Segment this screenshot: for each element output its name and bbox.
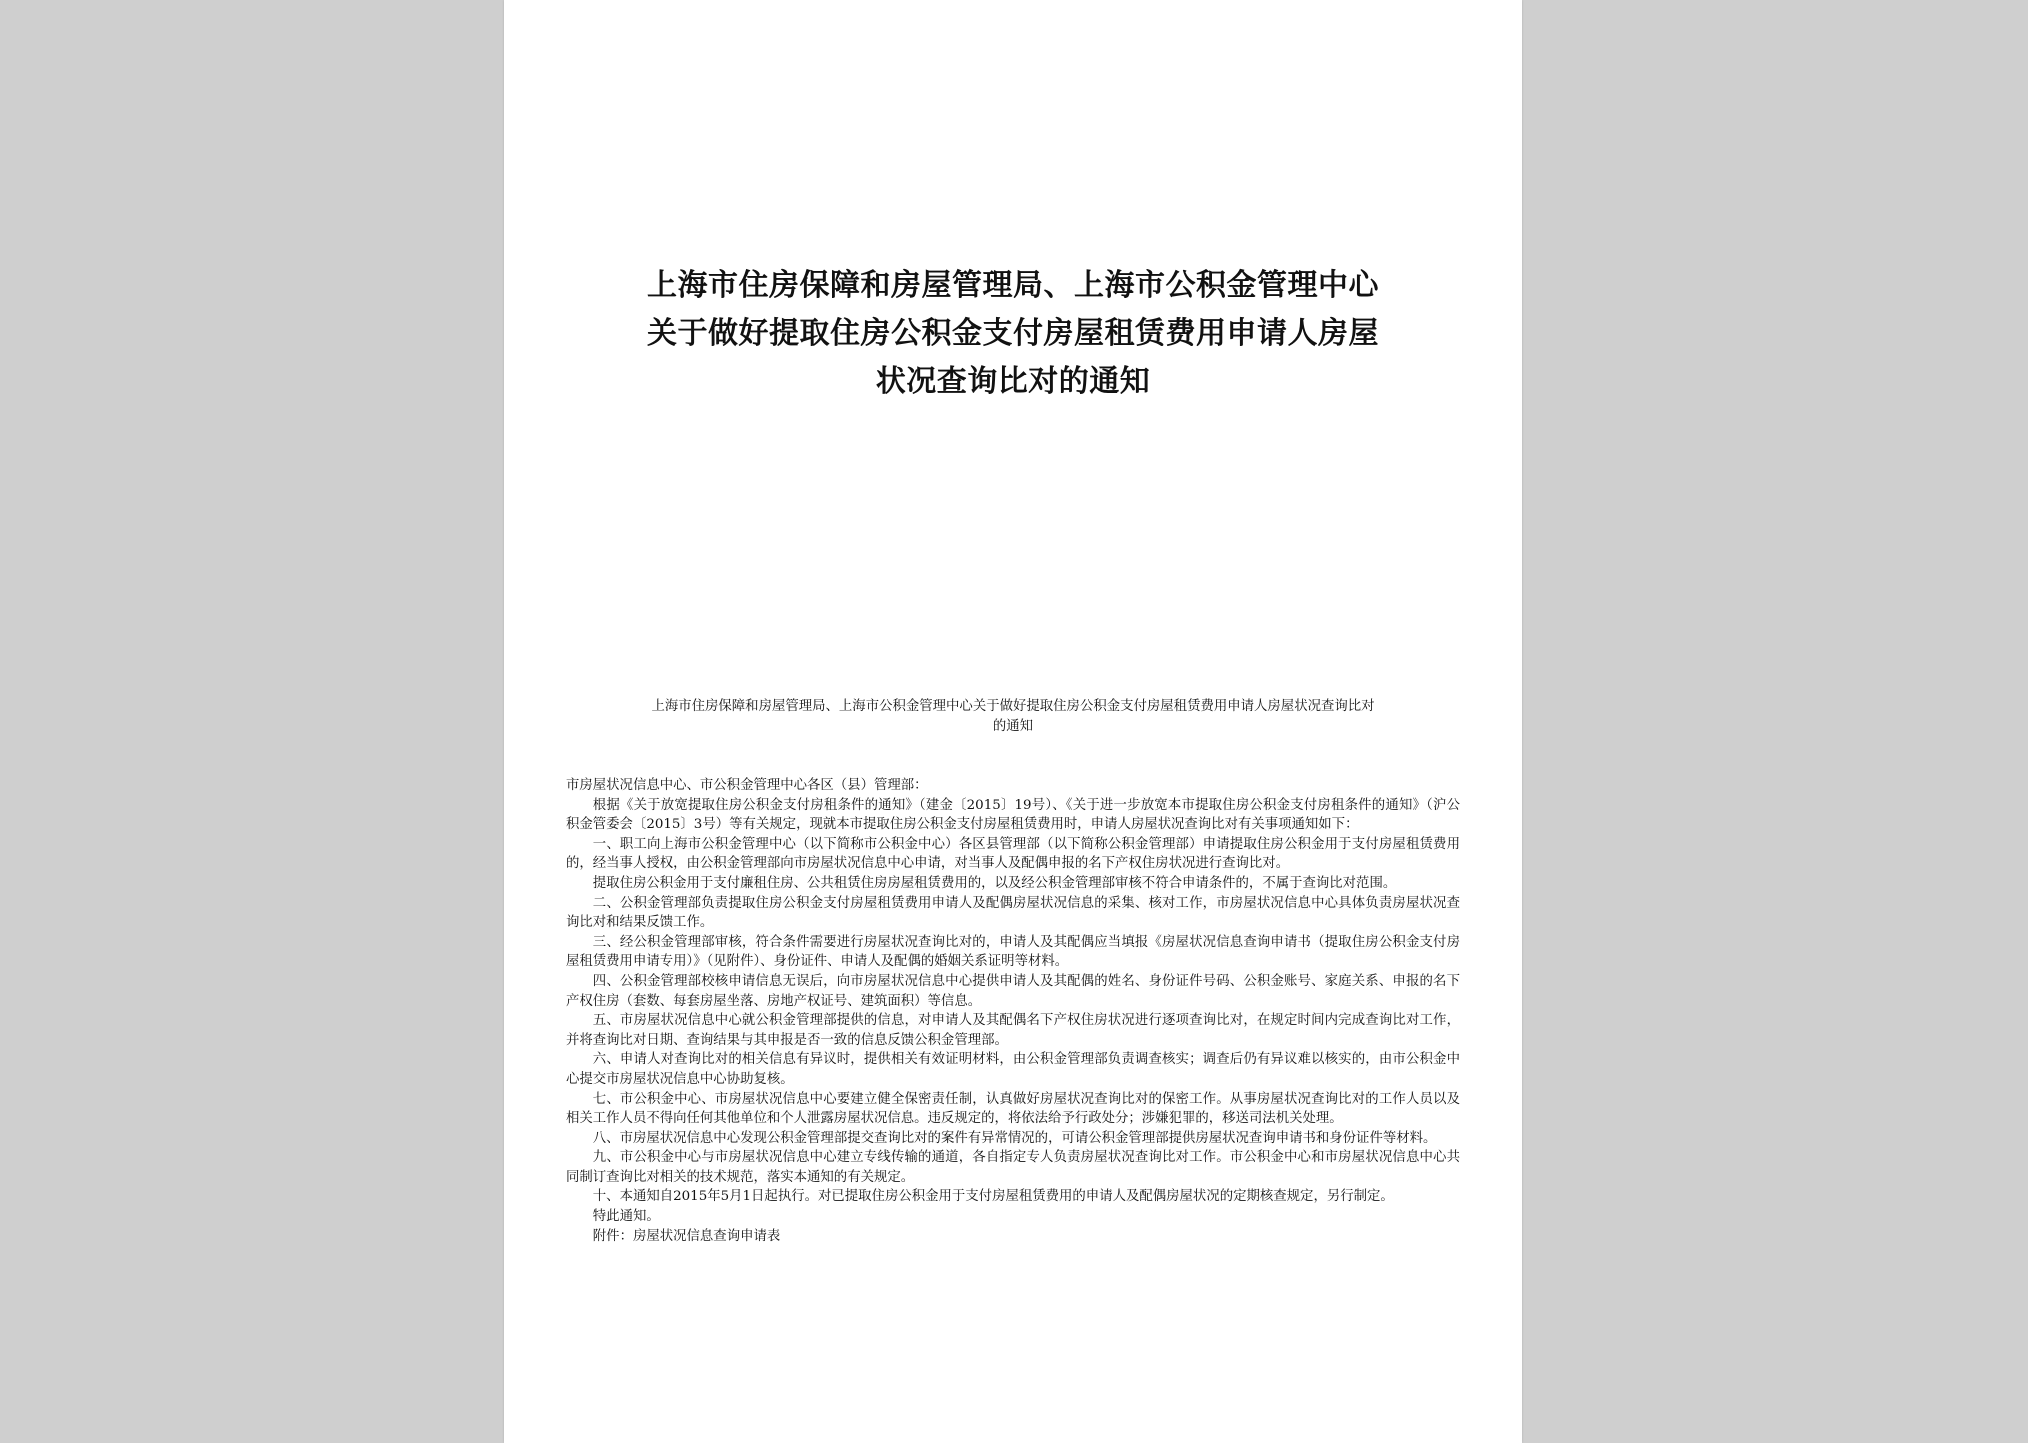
item-paragraph: 九、市公积金中心与市房屋状况信息中心建立专线传输的通道，各自指定专人负责房屋状况查询比对工作。市公积金中心和市房屋状况信息中心共同制订查询比对相关的技术规范，落实本通知的有关规定。 [566, 1150, 1460, 1185]
document-body [566, 776, 1460, 1246]
item-paragraph: 三、经公积金管理部审核，符合条件需要进行房屋状况查询比对的，申请人及其配偶应当填报《房屋状况信息查询申请书（提取住房公积金支付房屋租赁费用申请专用）》（见附件）、身份证件、申请人及配偶的婚姻关系证明等材料。 [566, 934, 1460, 970]
title-line: 上海市住房保障和房屋管理局、上海市公积金管理中心 [647, 268, 1379, 303]
item-paragraph: 六、申请人对查询比对的相关信息有异议时，提供相关有效证明材料，由公积金管理部负责调查核实；调查后仍有异议难以核实的，由市公积金中心提交市房屋状况信息中心协助复核。 [566, 1052, 1460, 1087]
item-paragraph: 二、公积金管理部负责提取住房公积金支付房屋租赁费用申请人及配偶房屋状况信息的采集、核对工作，市房屋状况信息中心具体负责房屋状况查询比对和结果反馈工作。 [566, 895, 1460, 931]
attachment-line: 附件：房屋状况信息查询申请表 [592, 1228, 781, 1244]
title-line: 状况查询比对的通知 [875, 364, 1151, 399]
document-subtitle [564, 697, 1462, 737]
intro-paragraph: 根据《关于放宽提取住房公积金支付房租条件的通知》（建金〔2015〕19号）、《关于进一步放宽本市提取住房公积金支付房租条件的通知》（沪公积金管委会〔2015〕3号）等有关规定，现就本市提取住房公积金支付房屋租赁费用时，申请人房屋状况查询比对有关事项通知如下： [566, 797, 1460, 833]
item-paragraph: 十、本通知自2015年5月1日起执行。对已提取住房公积金用于支付房屋租赁费用的申请人及配偶房屋状况的定期核查规定，另行制定。 [592, 1189, 1394, 1205]
subtitle-line: 上海市住房保障和房屋管理局、上海市公积金管理中心关于做好提取住房公积金支付房屋租赁费用申请人房屋状况查询比对 [651, 699, 1375, 714]
item-paragraph: 八、市房屋状况信息中心发现公积金管理部提交查询比对的案件有异常情况的，可请公积金管理部提供房屋状况查询申请书和身份证件等材料。 [592, 1130, 1437, 1146]
item-paragraph: 五、市房屋状况信息中心就公积金管理部提供的信息，对申请人及其配偶名下产权住房状况进行逐项查询比对，在规定时间内完成查询比对工作，并将查询比对日期、查询结果与其申报是否一致的信息反馈公积金管理部。 [566, 1013, 1460, 1048]
subtitle-line: 的通知 [992, 719, 1034, 734]
title-line: 关于做好提取住房公积金支付房屋租赁费用申请人房屋 [647, 316, 1379, 351]
item-paragraph: 提取住房公积金用于支付廉租住房、公共租赁住房房屋租赁费用的，以及经公积金管理部审核不符合申请条件的，不属于查询比对范围。 [592, 875, 1397, 891]
document-title [544, 262, 1482, 406]
closing-line: 特此通知。 [592, 1209, 660, 1225]
item-paragraph: 七、市公积金中心、市房屋状况信息中心要建立健全保密责任制，认真做好房屋状况查询比对的保密工作。从事房屋状况查询比对的工作人员以及相关工作人员不得向任何其他单位和个人泄露房屋状况信息。违反规定的，将依法给予行政处分；涉嫌犯罪的，移送司法机关处理。 [566, 1091, 1460, 1127]
document-page [504, 0, 1522, 1443]
item-paragraph: 四、公积金管理部校核申请信息无误后，向市房屋状况信息中心提供申请人及其配偶的姓名、身份证件号码、公积金账号、家庭关系、申报的名下产权住房（套数、每套房屋坐落、房地产权证号、建筑面积）等信息。 [566, 973, 1460, 1009]
salutation: 市房屋状况信息中心、市公积金管理中心各区（县）管理部： [566, 778, 928, 793]
item-paragraph: 一、职工向上海市公积金管理中心（以下简称市公积金中心）各区县管理部（以下简称公积金管理部）申请提取住房公积金用于支付房屋租赁费用的，经当事人授权，由公积金管理部向市房屋状况信息中心申请，对当事人及配偶申报的名下产权住房状况进行查询比对。 [566, 836, 1460, 872]
